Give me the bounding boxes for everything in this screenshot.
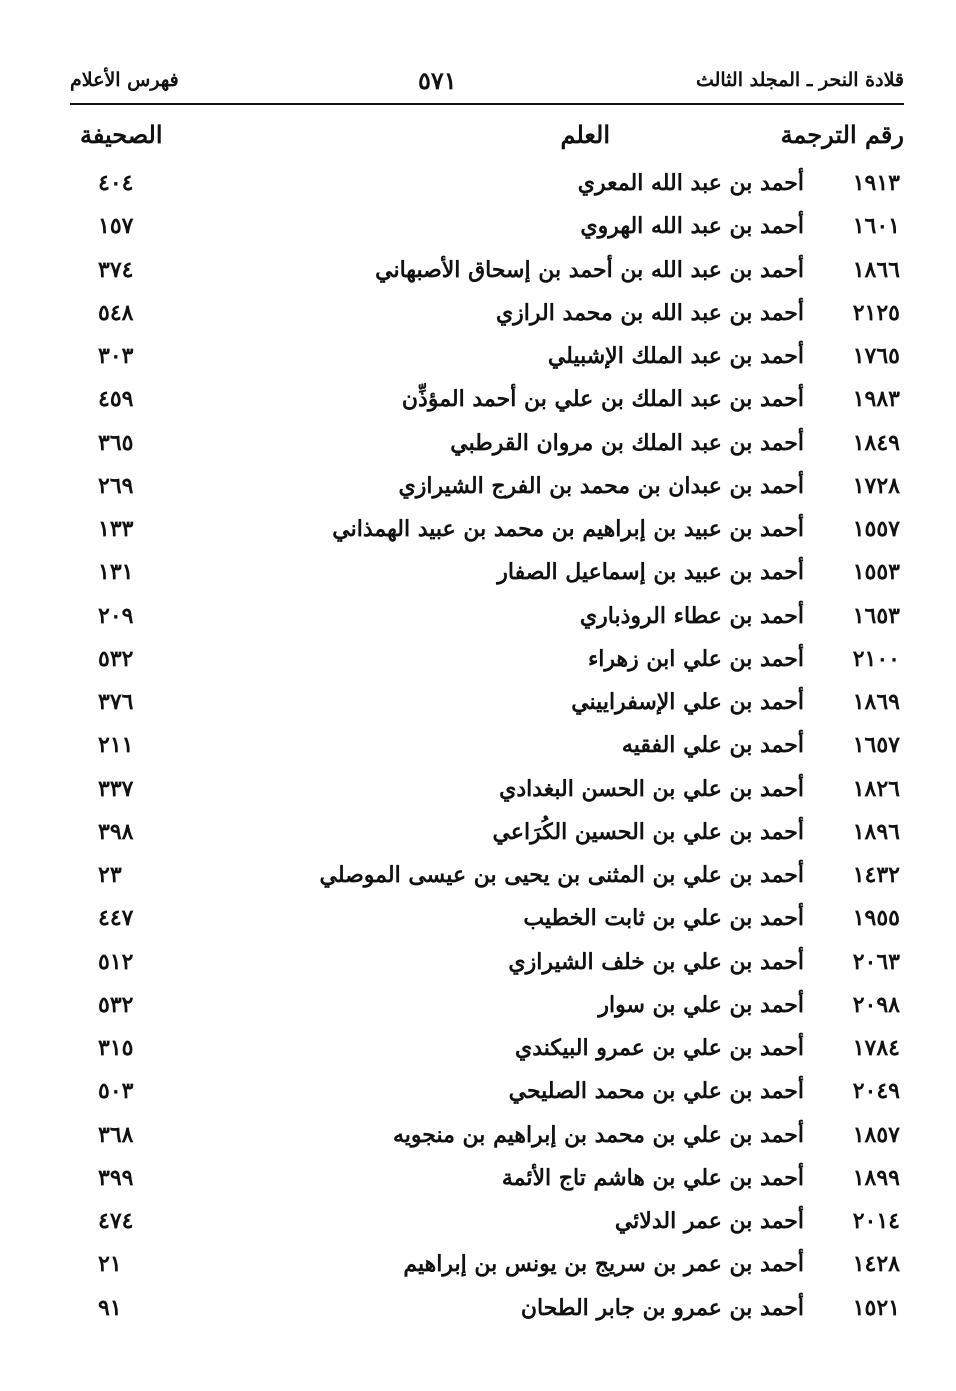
person-name: أحمد بن عمر الدلائي — [614, 1208, 804, 1234]
entry-number: ١٧٨٤ — [852, 1035, 900, 1061]
entry-number: ١٨٦٦ — [852, 256, 900, 283]
index-entry — [0, 595, 956, 638]
person-name: أحمد بن عبد الله الهروي — [580, 213, 804, 240]
person-name: أحمد بن عبد الملك الإشبيلي — [547, 343, 804, 369]
index-entries — [0, 162, 956, 1330]
page-ref: ٤٥٩ — [98, 386, 134, 413]
index-entry — [0, 1027, 956, 1070]
index-entry — [0, 854, 956, 897]
page-ref: ٥٣٢ — [98, 645, 134, 672]
person-name: أحمد بن علي بن هاشم تاج الأئمة — [501, 1164, 804, 1191]
page-ref: ٢١١ — [98, 732, 134, 759]
page-ref: ٣١٥ — [98, 1035, 134, 1061]
entry-number: ٢٠٦٣ — [852, 948, 900, 975]
entry-number: ١٤٣٢ — [852, 862, 900, 888]
person-name: أحمد بن عمر بن سريج بن يونس بن إبراهيم — [403, 1251, 804, 1278]
person-name: أحمد بن عبيد بن إسماعيل الصفار — [497, 559, 804, 586]
column-header-page: الصحيفة — [80, 120, 163, 149]
person-name: أحمد بن عبيد بن إبراهيم بن محمد بن عبيد الهمذاني — [332, 516, 804, 542]
entry-number: ١٩١٣ — [852, 170, 900, 196]
page-ref: ٣٦٥ — [98, 429, 134, 456]
index-entry — [0, 1287, 956, 1330]
entry-number: ٢٠٩٨ — [852, 991, 900, 1018]
index-entry — [0, 292, 956, 335]
person-name: أحمد بن عبد الملك بن مروان القرطبي — [450, 429, 804, 456]
index-entry — [0, 681, 956, 724]
page-ref: ٥٤٨ — [98, 299, 134, 326]
column-header-entry-number: رقم الترجمة — [780, 120, 904, 149]
index-entry — [0, 1157, 956, 1200]
entry-number: ٢٠٤٩ — [852, 1078, 900, 1105]
index-entry — [0, 984, 956, 1027]
index-entry — [0, 897, 956, 940]
header-rule — [70, 103, 904, 105]
page-ref: ٢٠٩ — [98, 602, 134, 629]
person-name: أحمد بن علي بن عمرو البيكندي — [514, 1035, 804, 1061]
index-entry — [0, 335, 956, 378]
person-name: أحمد بن عطاء الروذباري — [579, 602, 804, 629]
page-ref: ٢٦٩ — [98, 472, 134, 499]
index-entry — [0, 249, 956, 292]
entry-number: ١٨٤٩ — [852, 429, 900, 456]
page-ref: ٤٧٤ — [98, 1208, 134, 1234]
entry-number: ١٩٥٥ — [852, 905, 900, 932]
index-entry — [0, 422, 956, 465]
entry-number: ٢١٠٠ — [852, 645, 900, 672]
index-entry — [0, 941, 956, 984]
person-name: أحمد بن علي بن خلف الشيرازي — [508, 948, 804, 975]
person-name: أحمد بن علي بن سوار — [598, 991, 804, 1018]
person-name: أحمد بن علي بن محمد بن إبراهيم بن منجويه — [392, 1121, 804, 1148]
person-name: أحمد بن علي بن ثابت الخطيب — [523, 905, 804, 932]
person-name: أحمد بن علي الإسفراييني — [571, 689, 804, 715]
index-entry — [0, 724, 956, 767]
entry-number: ١٥٥٧ — [852, 516, 900, 542]
person-name: أحمد بن عمرو بن جابر الطحان — [520, 1294, 804, 1321]
entry-number: ١٨٦٩ — [852, 689, 900, 715]
page-ref: ١٣١ — [98, 559, 134, 586]
person-name: أحمد بن علي بن محمد الصليحي — [508, 1078, 804, 1105]
page-ref: ٥١٢ — [98, 948, 134, 975]
entry-number: ٢١٢٥ — [852, 299, 900, 326]
page-ref: ٣٩٨ — [98, 818, 134, 845]
column-header-name: العلم — [560, 120, 610, 149]
entry-number: ١٧٢٨ — [852, 472, 900, 499]
entry-number: ١٩٨٣ — [852, 386, 900, 413]
entry-number: ١٨٩٦ — [852, 818, 900, 845]
index-entry — [0, 1243, 956, 1286]
page-ref: ٣٩٩ — [98, 1164, 134, 1191]
index-entry — [0, 768, 956, 811]
person-name: أحمد بن علي الفقيه — [621, 732, 804, 759]
person-name: أحمد بن علي بن المثنى بن يحيى بن عيسى الموصلي — [319, 862, 804, 888]
index-entry — [0, 162, 956, 205]
entry-number: ١٨٩٩ — [852, 1164, 900, 1191]
page-ref: ٩١ — [98, 1294, 122, 1321]
index-entry — [0, 378, 956, 421]
index-entry — [0, 205, 956, 248]
index-entry — [0, 638, 956, 681]
page-ref: ٣٧٦ — [98, 689, 134, 715]
page-ref: ٢٣ — [98, 862, 122, 888]
person-name: أحمد بن عبدان بن محمد بن الفرج الشيرازي — [398, 472, 804, 499]
entry-number: ١٨٥٧ — [852, 1121, 900, 1148]
person-name: أحمد بن علي بن الحسين الكُرَاعي — [492, 818, 804, 845]
person-name: أحمد بن علي ابن زهراء — [587, 645, 804, 672]
entry-number: ١٨٢٦ — [852, 775, 900, 802]
page-ref: ٣٣٧ — [98, 775, 134, 802]
index-entry — [0, 508, 956, 551]
page-ref: ٣٧٤ — [98, 256, 134, 283]
page-ref: ٣٠٣ — [98, 343, 134, 369]
running-header — [70, 62, 904, 98]
page-ref: ٤٤٧ — [98, 905, 134, 932]
entry-number: ٢٠١٤ — [852, 1208, 900, 1234]
index-entry — [0, 1114, 956, 1157]
entry-number: ١٥٥٣ — [852, 559, 900, 586]
entry-number: ١٦٥٧ — [852, 732, 900, 759]
page-ref: ٣٦٨ — [98, 1121, 134, 1148]
index-entry — [0, 1070, 956, 1113]
entry-number: ١٦٠١ — [852, 213, 900, 240]
index-entry — [0, 1200, 956, 1243]
section-title: فهرس الأعلام — [70, 69, 179, 91]
entry-number: ١٥٢١ — [852, 1294, 900, 1321]
entry-number: ١٧٦٥ — [852, 343, 900, 369]
page-number: ٥٧١ — [418, 65, 457, 95]
index-entry — [0, 465, 956, 508]
page-ref: ٥٠٣ — [98, 1078, 134, 1105]
entry-number: ١٦٥٣ — [852, 602, 900, 629]
index-entry — [0, 551, 956, 594]
page-ref: ١٥٧ — [98, 213, 134, 240]
person-name: أحمد بن عبد الله المعري — [577, 170, 804, 196]
page-ref: ٢١ — [98, 1251, 122, 1278]
person-name: أحمد بن علي بن الحسن البغدادي — [499, 775, 804, 802]
person-name: أحمد بن عبد الملك بن علي بن أحمد المؤذِّن — [401, 386, 804, 413]
index-entry — [0, 811, 956, 854]
page-ref: ٤٠٤ — [98, 170, 134, 196]
entry-number: ١٤٢٨ — [852, 1251, 900, 1278]
page-ref: ٥٣٢ — [98, 991, 134, 1018]
book-title: قلادة النحر ـ المجلد الثالث — [695, 69, 904, 91]
person-name: أحمد بن عبد الله بن أحمد بن إسحاق الأصبهاني — [375, 256, 804, 283]
person-name: أحمد بن عبد الله بن محمد الرازي — [495, 299, 804, 326]
page-ref: ١٣٣ — [98, 516, 134, 542]
